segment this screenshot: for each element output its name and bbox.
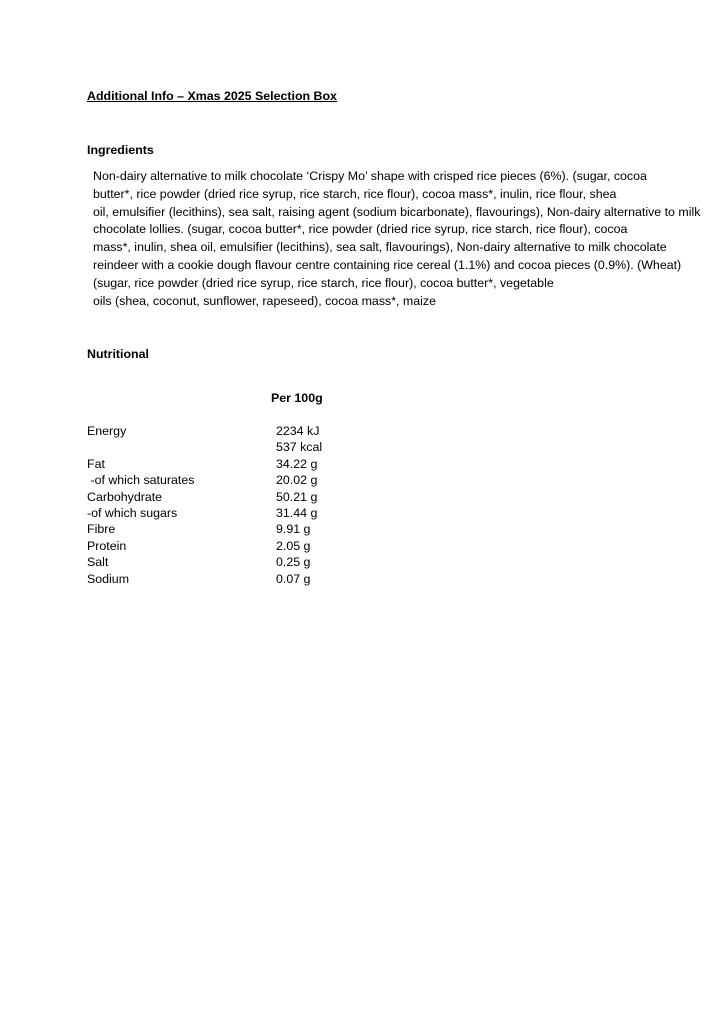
ingredients-line: (sugar, rice powder (dried rice syrup, rice starch, rice flour), cocoa butter*, vegetable	[93, 275, 554, 290]
ingredients-line: mass*, inulin, shea oil, emulsifier (lecithins), sea salt, flavourings), Non-dairy alternative to milk chocolate	[93, 240, 667, 255]
ingredients-line: butter*, rice powder (dried rice syrup, rice starch, rice flour), cocoa mass*, inulin, rice flour, shea	[93, 186, 617, 201]
nutrition-value: 2.05 g	[276, 538, 311, 553]
nutrition-value: 0.07 g	[276, 571, 311, 586]
ingredients-line: reindeer with a cookie dough flavour centre containing rice cereal (1.1%) and cocoa pieces (0.9%). (Wheat)	[93, 257, 682, 272]
nutrition-value: 34.22 g	[276, 456, 318, 471]
ingredients-line: Non-dairy alternative to milk chocolate ‘Crispy Mo’ shape with crisped rice pieces (6%). (sugar, cocoa	[93, 169, 647, 183]
nutrition-label: Energy	[87, 424, 127, 438]
nutrition-label: -of which saturates	[87, 473, 195, 488]
ingredients-line: oils (shea, coconut, sunflower, rapeseed), cocoa mass*, maize	[93, 293, 436, 308]
nutrition-value: 0.25 g	[276, 555, 311, 570]
nutrition-label: Carbohydrate	[87, 489, 163, 504]
nutrition-column-header: Per 100g	[271, 391, 323, 405]
nutrition-value: 9.91 g	[276, 522, 311, 537]
nutrition-label: Salt	[87, 555, 109, 570]
nutrition-label: Fat	[87, 456, 105, 471]
nutrition-label: Fibre	[87, 522, 116, 537]
nutrition-value: 50.21 g	[276, 489, 318, 504]
nutritional-heading: Nutritional	[87, 347, 149, 361]
nutrition-value: 2234 kJ	[276, 424, 320, 438]
nutrition-value: 20.02 g	[276, 473, 318, 488]
nutrition-value: 31.44 g	[276, 505, 318, 520]
ingredients-line: chocolate lollies. (sugar, cocoa butter*, rice powder (dried rice syrup, rice starch, rice flour), cocoa	[93, 222, 628, 237]
nutrition-label: Sodium	[87, 571, 130, 586]
nutrition-label: Protein	[87, 538, 127, 553]
nutrition-value: 537 kcal	[276, 440, 323, 455]
ingredients-heading: Ingredients	[87, 143, 154, 157]
ingredients-line: oil, emulsifier (lecithins), sea salt, raising agent (sodium bicarbonate), flavourings), Non-dairy alternative to milk	[93, 204, 701, 219]
nutrition-label: -of which sugars	[87, 505, 178, 520]
document-title: Additional Info – Xmas 2025 Selection Box	[87, 89, 337, 103]
ingredients-text	[93, 168, 705, 310]
